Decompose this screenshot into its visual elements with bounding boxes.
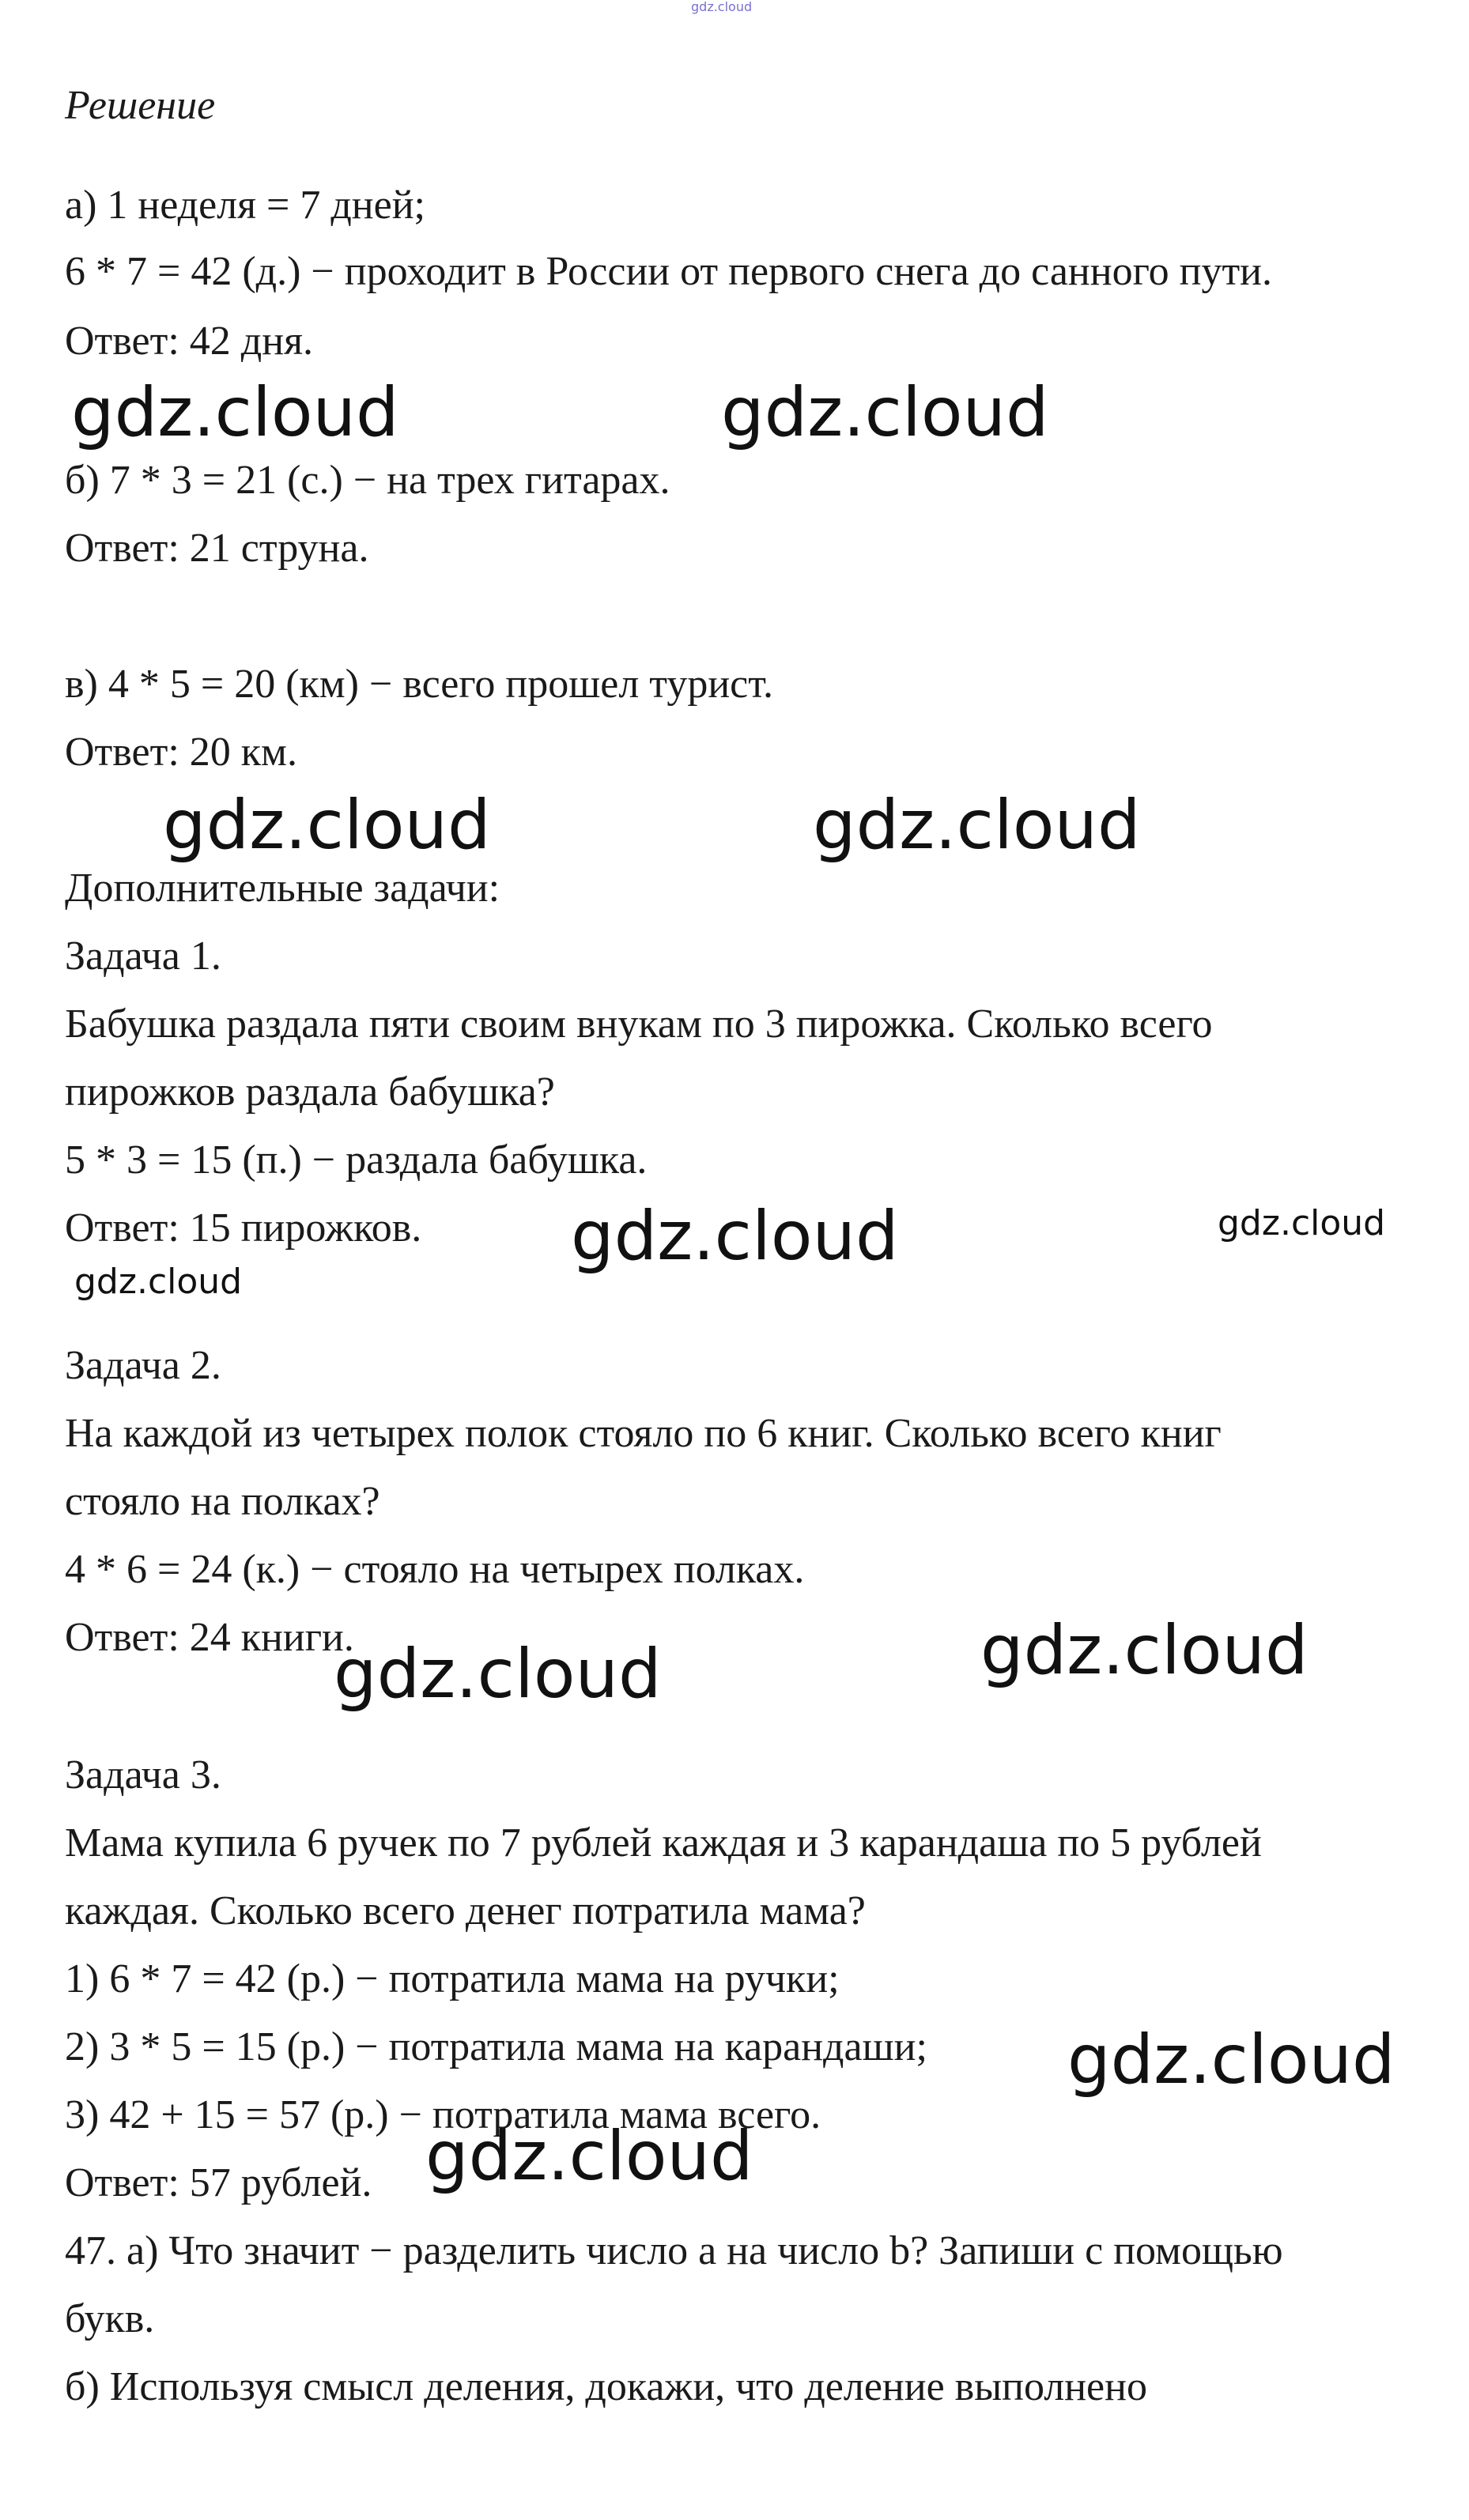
text-line: 4 * 6 = 24 (к.) − стояло на четырех полках. (65, 1547, 805, 1592)
answer-line: Ответ: 21 струна. (65, 526, 369, 571)
watermark: gdz.cloud (721, 373, 1049, 452)
answer-line: Ответ: 42 дня. (65, 319, 313, 364)
text-line: в) 4 * 5 = 20 (км) − всего прошел турист. (65, 662, 774, 707)
text-line: б) 7 * 3 = 21 (с.) − на трех гитарах. (65, 458, 670, 503)
watermark: gdz.cloud (980, 1611, 1309, 1690)
text-line: 6 * 7 = 42 (д.) − проходит в России от первого снега до санного пути. (65, 249, 1272, 294)
task-title: Задача 2. (65, 1343, 221, 1388)
text-line: 2) 3 * 5 = 15 (р.) − потратила мама на карандаши; (65, 2024, 927, 2069)
text-line: 1) 6 * 7 = 42 (р.) − потратила мама на ручки; (65, 1956, 840, 2001)
task-title: Задача 1. (65, 934, 221, 979)
text-line: а) 1 неделя = 7 дней; (65, 183, 425, 228)
watermark: gdz.cloud (571, 1197, 899, 1276)
watermark: gdz.cloud (1067, 2020, 1395, 2099)
watermark: gdz.cloud (71, 373, 399, 452)
text-line: стояло на полках? (65, 1479, 380, 1524)
watermark: gdz.cloud (813, 786, 1141, 865)
text-line: Мама купила 6 ручек по 7 рублей каждая и 3 карандаша по 5 рублей (65, 1820, 1262, 1865)
text-line: каждая. Сколько всего денег потратила мама? (65, 1888, 866, 1933)
answer-line: Ответ: 15 пирожков. (65, 1205, 422, 1251)
watermark: gdz.cloud (163, 786, 491, 865)
text-line: пирожков раздала бабушка? (65, 1069, 555, 1115)
watermark: gdz.cloud (74, 1262, 243, 1302)
solution-heading: Решение (65, 83, 216, 128)
text-line: 3) 42 + 15 = 57 (р.) − потратила мама всего. (65, 2092, 821, 2137)
text-line: б) Используя смысл деления, докажи, что деление выполнено (65, 2364, 1147, 2409)
answer-line: Ответ: 57 рублей. (65, 2160, 372, 2205)
watermark: gdz.cloud (1218, 1203, 1386, 1243)
text-line: 5 * 3 = 15 (п.) − раздала бабушка. (65, 1137, 648, 1183)
text-line: На каждой из четырех полок стояло по 6 книг. Сколько всего книг (65, 1411, 1222, 1456)
task-title: Задача 3. (65, 1752, 221, 1798)
section-heading: Дополнительные задачи: (65, 866, 500, 911)
text-line: Бабушка раздала пяти своим внукам по 3 пирожка. Сколько всего (65, 1002, 1213, 1047)
watermark: gdz.cloud (334, 1635, 662, 1714)
answer-line: Ответ: 20 км. (65, 730, 297, 775)
watermark: gdz.cloud (425, 2117, 753, 2196)
text-line: букв. (65, 2296, 155, 2341)
answer-line: Ответ: 24 книги. (65, 1615, 354, 1660)
header-watermark: gdz.cloud (691, 0, 753, 14)
text-line: 47. а) Что значит − разделить число а на число b? Запиши с помощью (65, 2228, 1283, 2273)
